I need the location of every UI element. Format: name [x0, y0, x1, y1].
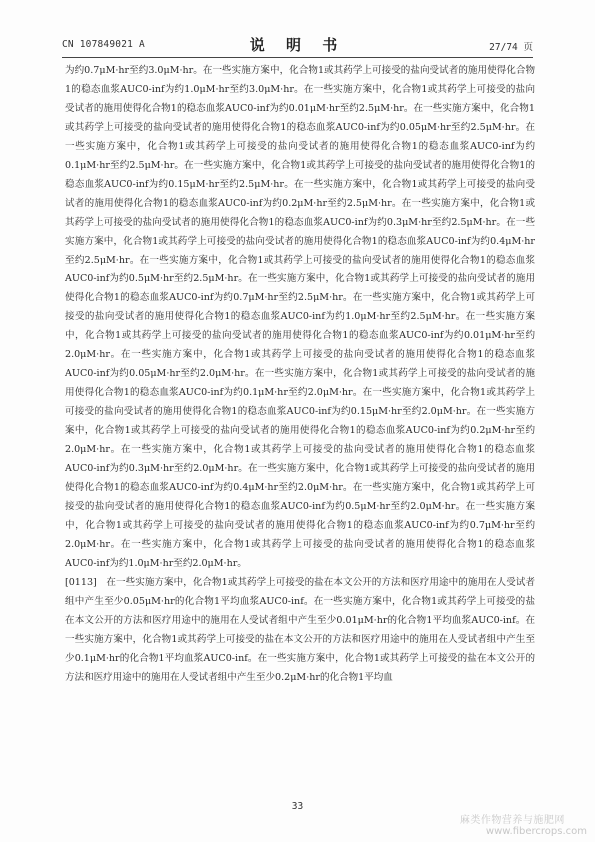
paragraph-continuation: 为约0.7μM·hr至约3.0μM·hr。在一些实施方案中，化合物1或其药学上可接受的盐向受试者的施用使得化合物1的稳态血浆AUC0-inf为约1.0μM·hr至约3.0μM·hr。在一些实施方案中，化合物1或其药学上可接受的盐向受试者的施用使得化合物1的稳态血浆AUC0-inf为约0.01μM·hr至约2.5μM·hr。在一些实施方案中，化合物1或其药学上可接受的盐向受试者的施用使得化合物1的稳态血浆AUC0-inf为约0.05μM·hr至约2.5μM·hr。在一些实施方案中，化合物1或其药学上可接受的盐向受试者的施用使得化合物1的稳态血浆AUC0-inf为约0.1μM·hr至约2.5μM·hr。在一些实施方案中，化合物1或其药学上可接受的盐向受试者的施用使得化合物1的稳态血浆AUC0-inf为约0.15μM·hr至约2.5μM·hr。在一些实施方案中，化合物1或其药学上可接受的盐向受试者的施用使得化合物1的稳态血浆AUC0-inf为约0.2μM·hr至约2.5μM·hr。在一些实施方案中，化合物1或其药学上可接受的盐向受试者的施用使得化合物1的稳态血浆AUC0-inf为约0.3μM·hr至约2.5μM·hr。在一些实施方案中，化合物1或其药学上可接受的盐向受试者的施用使得化合物1的稳态血浆AUC0-inf为约0.4μM·hr至约2.5μM·hr。在一些实施方案中，化合物1或其药学上可接受的盐向受试者的施用使得化合物1的稳态血浆AUC0-inf为约0.5μM·hr至约2.5μM·hr。在一些实施方案中，化合物1或其药学上可接受的盐向受试者的施用使得化合物1的稳态血浆AUC0-inf为约0.7μM·hr至约2.5μM·hr。在一些实施方案中，化合物1或其药学上可接受的盐向受试者的施用使得化合物1的稳态血浆AUC0-inf为约1.0μM·hr至约2.5μM·hr。在一些实施方案中，化合物1或其药学上可接受的盐向受试者的施用使得化合物1的稳态血浆AUC0-inf为约0.01μM·hr至约2.0μM·hr。在一些实施方案中，化合物1或其药学上可接受的盐向受试者的施用使得化合物1的稳态血浆AUC0-inf为约0.05μM·hr至约2.0μM·hr。在一些实施方案中，化合物1或其药学上可接受的盐向受试者的施用使得化合物1的稳态血浆AUC0-inf为约0.1μM·hr至约2.0μM·hr。在一些实施方案中，化合物1或其药学上可接受的盐向受试者的施用使得化合物1的稳态血浆AUC0-inf为约0.15μM·hr至约2.0μM·hr。在一些实施方案中，化合物1或其药学上可接受的盐向受试者的施用使得化合物1的稳态血浆AUC0-inf为约0.2μM·hr至约2.0μM·hr。在一些实施方案中，化合物1或其药学上可接受的盐向受试者的施用使得化合物1的稳态血浆AUC0-inf为约0.3μM·hr至约2.0μM·hr。在一些实施方案中，化合物1或其药学上可接受的盐向受试者的施用使得化合物1的稳态血浆AUC0-inf为约0.4μM·hr至约2.0μM·hr。在一些实施方案中，化合物1或其药学上可接受的盐向受试者的施用使得化合物1的稳态血浆AUC0-inf为约0.5μM·hr至约2.0μM·hr。在一些实施方案中，化合物1或其药学上可接受的盐向受试者的施用使得化合物1的稳态血浆AUC0-inf为约0.7μM·hr至约2.0μM·hr。在一些实施方案中，化合物1或其药学上可接受的盐向受试者的施用使得化合物1的稳态血浆AUC0-inf为约1.0μM·hr至约2.0μM·hr。 [65, 65, 535, 569]
patent-number: CN 107849021 A [62, 39, 145, 50]
watermark [460, 811, 587, 837]
paragraph-0113: [0113] 在一些实施方案中，化合物1或其药学上可接受的盐在本文公开的方法和医疗用途中的施用在人受试者组中产生至少0.05μM·hr的化合物1平均血浆AUC0-inf。在一些实施方案中，化合物1或其药学上可接受的盐在本文公开的方法和医疗用途中的施用在人受试者组中产生至少0.01μM·hr的化合物1平均血浆AUC0-inf。在一些实施方案中，化合物1或其药学上可接受的盐在本文公开的方法和医疗用途中的施用在人受试者组中产生至少0.1μM·hr的化合物1平均血浆AUC0-inf。在一些实施方案中，化合物1或其药学上可接受的盐在本文公开的方法和医疗用途中的施用在人受试者组中产生至少0.2μM·hr的化合物1平均血 [65, 576, 535, 683]
page-of-count: 27/74 页 [489, 42, 533, 53]
page-header [62, 36, 533, 54]
body-text [65, 62, 535, 687]
page-number: 33 [291, 801, 304, 812]
section-title: 说 明 书 [249, 36, 346, 54]
header-divider [62, 57, 533, 58]
watermark-url: www.fibercrops.com [485, 826, 587, 837]
watermark-site-name: 麻类作物营养与施肥网 [459, 815, 565, 826]
